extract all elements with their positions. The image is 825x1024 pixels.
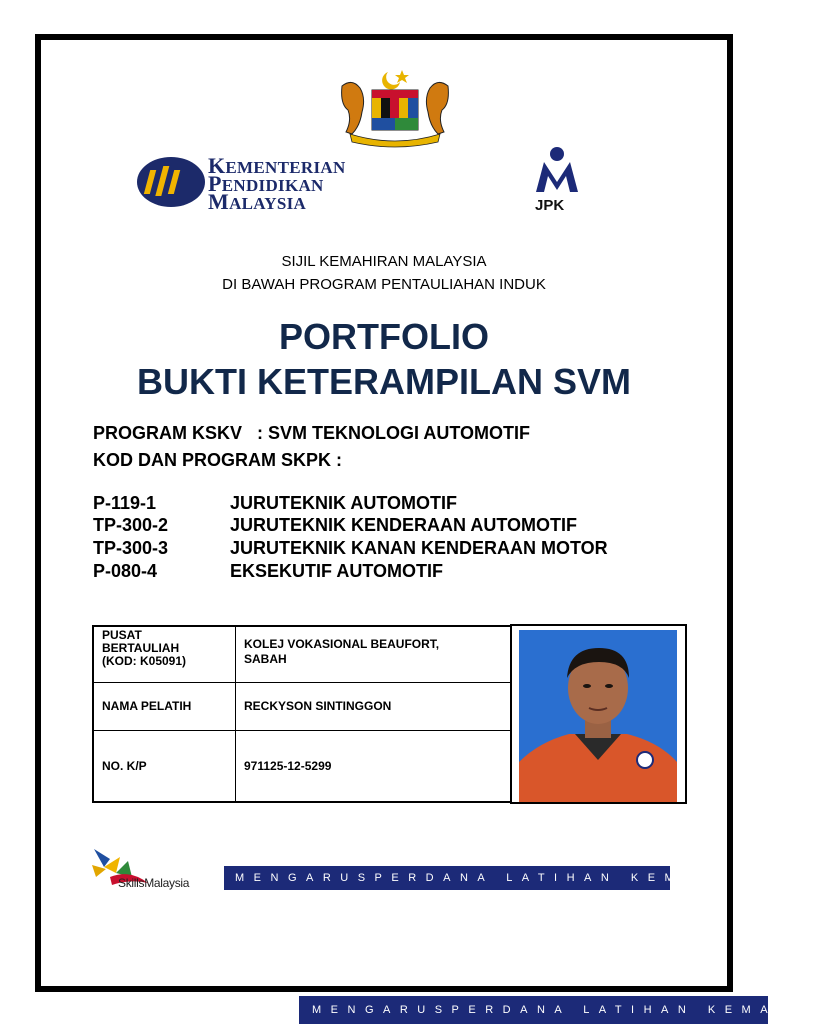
name-label: NAMA PELATIH xyxy=(93,682,236,730)
subtitle-line-1: SIJIL KEMAHIRAN MALAYSIA xyxy=(281,253,487,270)
coat-of-arms-emblem xyxy=(336,66,454,146)
kpm-logo-icon xyxy=(136,156,206,208)
course-name: JURUTEKNIK AUTOMOTIF xyxy=(230,493,457,513)
ic-value: 971125-12-5299 xyxy=(236,730,512,802)
motto-banner: MENGARUSPERDANA LATIHAN KEMAH xyxy=(224,866,670,890)
course-code: P-119-1 xyxy=(93,493,157,513)
jpk-label: JPK xyxy=(535,197,565,214)
title-line-2: BUKTI KETERAMPILAN SVM xyxy=(137,361,631,402)
title-line-1: PORTFOLIO xyxy=(279,316,489,357)
course-name: JURUTEKNIK KENDERAAN AUTOMOTIF xyxy=(230,515,578,535)
trainee-info-table xyxy=(92,625,512,803)
center-value: KOLEJ VOKASIONAL BEAUFORT, SABAH xyxy=(236,626,512,682)
table-row xyxy=(93,730,511,802)
course-code: TP-300-3 xyxy=(93,538,169,558)
name-value: RECKYSON SINTINGGON xyxy=(236,682,512,730)
program-kskv: PROGRAM KSKV : SVM TEKNOLOGI AUTOMOTIF xyxy=(93,423,531,443)
program-skpk-heading: KOD DAN PROGRAM SKPK : xyxy=(93,450,343,470)
photo-frame xyxy=(510,624,687,804)
course-code: TP-300-2 xyxy=(93,515,169,535)
course-name: JURUTEKNIK KANAN KENDERAAN MOTOR xyxy=(230,538,608,558)
table-row xyxy=(93,682,511,730)
course-name: EKSEKUTIF AUTOMOTIF xyxy=(230,561,443,581)
subtitle-line-2: DI BAWAH PROGRAM PENTAULIAHAN INDUK xyxy=(222,276,546,293)
center-label: PUSAT BERTAULIAH (KOD: K05091) xyxy=(93,626,236,682)
trainee-photo xyxy=(519,630,677,802)
course-code: P-080-4 xyxy=(93,561,158,581)
ic-label: NO. K/P xyxy=(93,730,236,802)
motto-banner-bottom: MENGARUSPERDANA LATIHAN KEMAHIR xyxy=(299,996,768,1024)
kpm-name: KEMENTERIAN PENDIDIKAN MALAYSIA xyxy=(208,153,346,214)
skills-malaysia-brand: SkillsMalaysia xyxy=(118,876,190,890)
table-row xyxy=(93,626,511,682)
